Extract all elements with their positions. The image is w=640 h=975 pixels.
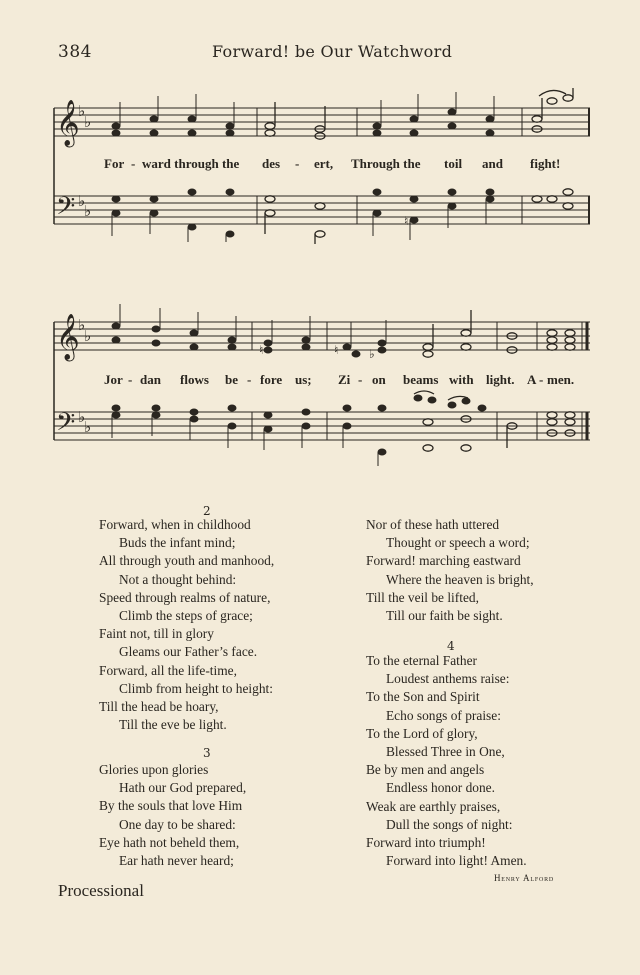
lyric-syllable: dan: [140, 372, 161, 387]
svg-text:♭: ♭: [78, 192, 86, 210]
svg-text:♭: ♭: [78, 316, 86, 334]
verse-line: Forward into light! Amen.: [386, 853, 527, 869]
page-header: [0, 42, 640, 66]
verse-line: Where the heaven is bright,: [386, 571, 534, 587]
lyric-syllable: ward through the: [142, 156, 240, 171]
verse-line: Buds the infant mind;: [119, 535, 236, 551]
svg-text:♭: ♭: [78, 408, 86, 426]
verse-line: Gleams our Father’s face.: [119, 644, 258, 660]
verse-line: Echo songs of praise:: [386, 707, 501, 723]
stanza-3: [99, 761, 246, 870]
svg-text:𝄢: 𝄢: [56, 408, 76, 443]
verse-line: Till the head be hoary,: [99, 698, 219, 714]
svg-text:♭: ♭: [84, 113, 92, 131]
lyric-syllable: toil: [444, 156, 463, 171]
lyric-syllable: -: [295, 156, 300, 171]
verse-line: Hath our God prepared,: [119, 780, 247, 796]
lyric-syllable: beams: [403, 372, 439, 387]
hymn-category: Processional: [58, 881, 144, 900]
verse-line: To the Lord of glory,: [366, 725, 478, 741]
lyric-syllable: men.: [547, 372, 575, 387]
verse-line: Nor of these hath uttered: [366, 517, 500, 532]
verse-line: Till our faith be sight.: [386, 607, 503, 623]
lyric-syllable: -: [358, 372, 363, 387]
verse-line: Ear hath never heard;: [119, 852, 234, 868]
svg-text:♭: ♭: [84, 418, 92, 436]
verse-line: To the eternal Father: [366, 653, 477, 668]
lyric-syllable: be: [225, 372, 238, 387]
verse-line: Forward into triumph!: [366, 834, 486, 850]
verse-line: Endless honor done.: [386, 780, 495, 796]
verse-line: Faint not, till in glory: [99, 626, 214, 642]
lyric-syllable: ert,: [314, 156, 334, 171]
verse-line: Loudest anthems raise:: [386, 671, 510, 687]
svg-text:♭: ♭: [369, 347, 375, 361]
lyric-syllable: on: [372, 372, 386, 387]
verse-line: Till the veil be lifted,: [366, 589, 479, 605]
svg-text:𝄢: 𝄢: [56, 192, 76, 227]
verse-line: One day to be shared:: [119, 816, 236, 832]
lyrics-system-1: [52, 156, 592, 178]
verse-line: Thought or speech a word;: [386, 535, 530, 551]
stanza-number: 2: [203, 504, 211, 518]
verse-line: Forward, when in childhood: [99, 517, 251, 532]
verse-line: Speed through realms of nature,: [99, 589, 271, 605]
stanza-2: [99, 516, 274, 734]
verse-line: Blessed Three in One,: [386, 743, 505, 759]
verse-line: Till the eve be light.: [119, 717, 227, 733]
svg-text:♮: ♮: [404, 214, 409, 228]
music-system-2: [52, 302, 592, 472]
lyric-syllable: -: [539, 372, 544, 387]
svg-text:𝄞: 𝄞: [56, 100, 80, 146]
lyric-syllable: and: [482, 156, 503, 171]
stanza-3-continued: [366, 516, 534, 625]
lyrics-system-2: [52, 372, 592, 394]
lyric-syllable: For: [104, 156, 125, 171]
verse-line: Weak are earthly praises,: [366, 798, 501, 814]
stanza-number: 3: [203, 746, 211, 760]
verse-line: Not a thought behind:: [119, 571, 237, 587]
stanza-4: [366, 652, 527, 870]
verse-line: Dull the songs of night:: [386, 816, 513, 832]
verse-line: Forward! marching eastward: [366, 553, 521, 569]
svg-text:♭: ♭: [84, 202, 92, 220]
lyric-syllable: light.: [486, 372, 515, 387]
lyric-syllable: Jor: [104, 372, 123, 387]
lyric-syllable: flows: [180, 372, 209, 387]
verse-line: All through youth and manhood,: [99, 553, 275, 569]
verse-line: Climb from height to height:: [119, 680, 273, 696]
lyric-syllable: A: [527, 372, 537, 387]
svg-text:♮: ♮: [334, 343, 339, 357]
verse-line: Eye hath not beheld them,: [99, 834, 240, 850]
lyric-syllable: fight!: [530, 156, 561, 171]
lyric-syllable: with: [449, 372, 474, 387]
lyric-syllable: -: [131, 156, 136, 171]
stanza-number: 4: [447, 639, 455, 653]
lyric-syllable: -: [247, 372, 252, 387]
lyric-syllable: fore: [260, 372, 283, 387]
verse-line: Climb the steps of grace;: [119, 607, 253, 623]
verse-line: Glories upon glories: [99, 762, 209, 777]
lyric-syllable: Zi: [338, 372, 351, 387]
music-system-1: [52, 88, 592, 248]
verse-line: Forward, all the life-time,: [99, 662, 237, 678]
lyric-syllable: -: [128, 372, 133, 387]
lyric-syllable: des: [262, 156, 281, 171]
verse-line: By the souls that love Him: [99, 798, 243, 814]
hymn-title: Forward! be Our Watchword: [212, 42, 453, 61]
svg-text:♭: ♭: [84, 327, 92, 345]
svg-text:𝄞: 𝄞: [56, 314, 80, 360]
lyric-syllable: us;: [295, 372, 312, 387]
svg-text:♮: ♮: [259, 343, 264, 357]
author-credit: Henry Alford: [494, 873, 555, 883]
verse-line: Be by men and angels: [366, 762, 485, 778]
verse-line: To the Son and Spirit: [366, 689, 480, 705]
page-number: 384: [58, 42, 92, 62]
lyric-syllable: Through the: [351, 156, 421, 171]
svg-text:♭: ♭: [78, 102, 86, 120]
